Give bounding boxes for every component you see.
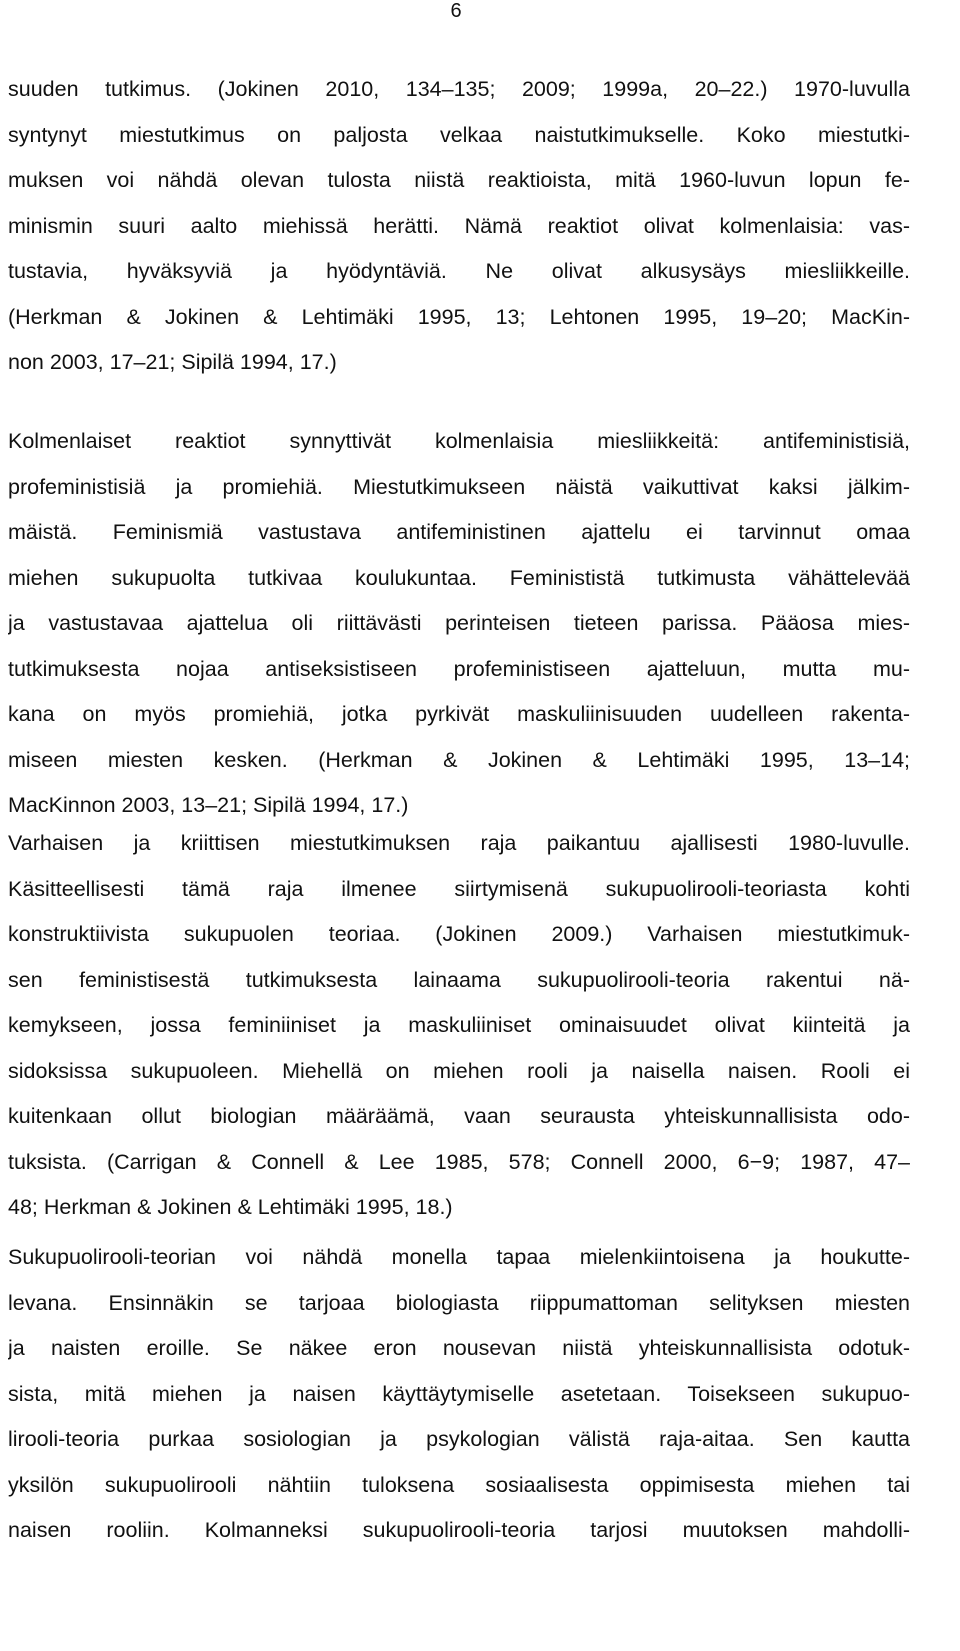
text-line: non 2003, 17–21; Sipilä 1994, 17.) xyxy=(8,350,337,374)
text-line: konstruktiivista sukupuolen teoriaa. (Jokinen 2009.) Varhaisen miestutkimuk- xyxy=(8,922,910,946)
text-line: ja naisten eroille. Se näkee eron nousevan niistä yhteiskunnallisista odotuk- xyxy=(8,1336,910,1360)
text-line: miseen miesten kesken. (Herkman & Jokinen & Lehtimäki 1995, 13–14; xyxy=(8,747,910,772)
text-line: mäistä. Feminismiä vastustava antifeministinen ajattelu ei tarvinnut omaa xyxy=(8,520,910,544)
text-line: minismin suuri aalto miehissä herätti. Nämä reaktiot olivat kolmenlaisia: vas- xyxy=(8,213,910,238)
text-line: levana. Ensinnäkin se tarjoaa biologiasta riippumattoman selityksen miesten xyxy=(8,1290,910,1315)
text-line: sen feministisestä tutkimuksesta lainaama sukupuolirooli-teoria rakentui nä- xyxy=(8,967,910,992)
text-line: miehen sukupuolta tutkivaa koulukuntaa. Feminististä tutkimusta vähättelevää xyxy=(8,565,910,590)
text-line: kemykseen, jossa feminiiniset ja maskuliiniset ominaisuudet olivat kiinteitä ja xyxy=(8,1013,910,1037)
text-line: Kolmenlaiset reaktiot synnyttivät kolmenlaisia miesliikkeitä: antifeministisiä, xyxy=(8,429,910,453)
text-line: syntynyt miestutkimus on paljosta velkaa naistutkimukselle. Koko miestutki- xyxy=(8,122,910,147)
page-number: 6 xyxy=(450,0,462,22)
text-line: yksilön sukupuolirooli nähtiin tuloksena sosiaalisesta oppimisesta miehen tai xyxy=(8,1472,910,1497)
text-line: tuksista. (Carrigan & Connell & Lee 1985, 578; Connell 2000, 6−9; 1987, 47– xyxy=(8,1149,910,1174)
text-line: 48; Herkman & Jokinen & Lehtimäki 1995, 18.) xyxy=(8,1195,453,1219)
text-line: ja vastustavaa ajattelua oli riittävästi perinteisen tieteen parissa. Pääosa mies- xyxy=(8,611,910,635)
text-line: muksen voi nähdä olevan tulosta niistä reaktioista, mitä 1960-luvun lopun fe- xyxy=(8,168,910,192)
text-line: tustavia, hyväksyviä ja hyödyntäviä. Ne olivat alkusysäys miesliikkeille. xyxy=(8,259,910,283)
text-line: tutkimuksesta nojaa antiseksistiseen profeministiseen ajatteluun, mutta mu- xyxy=(8,656,910,681)
text-line: (Herkman & Jokinen & Lehtimäki 1995, 13; Lehtonen 1995, 19–20; MacKin- xyxy=(8,304,910,329)
text-line: suuden tutkimus. (Jokinen 2010, 134–135; 2009; 1999a, 20–22.) 1970-luvulla xyxy=(8,77,910,101)
text-line: Käsitteellisesti tämä raja ilmenee siirtymisenä sukupuolirooli-teoriasta kohti xyxy=(8,876,910,901)
text-line: naisen rooliin. Kolmanneksi sukupuolirooli-teoria tarjosi muutoksen mahdolli- xyxy=(8,1518,910,1542)
text-line: kuitenkaan ollut biologian määräämä, vaan seurausta yhteiskunnallisista odo- xyxy=(8,1104,910,1128)
text-line: MacKinnon 2003, 13–21; Sipilä 1994, 17.) xyxy=(8,793,409,817)
text-line: sista, mitä miehen ja naisen käyttäytymiselle asetetaan. Toisekseen sukupuo- xyxy=(8,1381,910,1406)
text-line: kana on myös promiehiä, jotka pyrkivät maskuliinisuuden uudelleen rakenta- xyxy=(8,702,910,726)
text-line: profeministisiä ja promiehiä. Miestutkimukseen näistä vaikuttivat kaksi jälkim- xyxy=(8,474,910,499)
text-line: lirooli-teoria purkaa sosiologian ja psykologian välistä raja-aitaa. Sen kautta xyxy=(8,1427,910,1451)
text-line: sidoksissa sukupuoleen. Miehellä on miehen rooli ja naisella naisen. Rooli ei xyxy=(8,1058,910,1083)
text-line: Varhaisen ja kriittisen miestutkimuksen raja paikantuu ajallisesti 1980-luvulle. xyxy=(8,831,910,855)
text-line: Sukupuolirooli-teorian voi nähdä monella tapaa mielenkiintoisena ja houkutte- xyxy=(8,1245,910,1269)
